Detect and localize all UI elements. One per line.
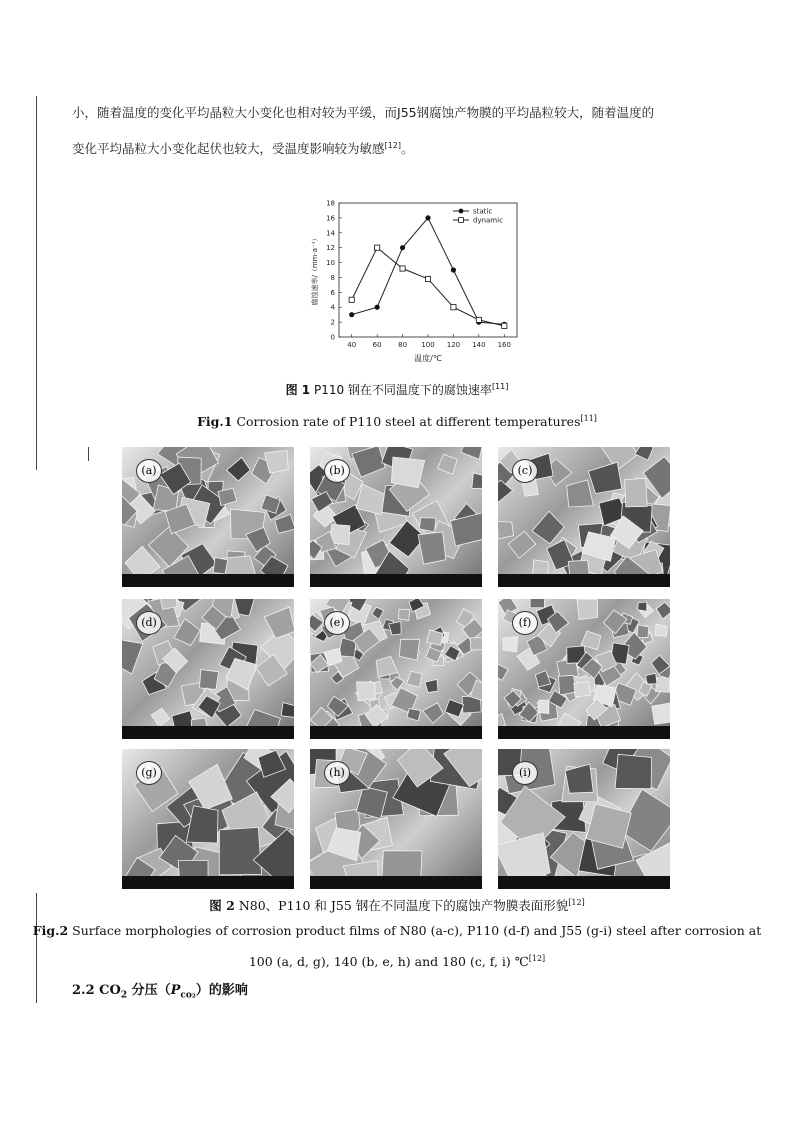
data-point-dynamic	[400, 266, 405, 271]
crystal-facet	[538, 700, 549, 714]
panel-label: (c)	[512, 459, 538, 483]
crystal-facet	[391, 457, 424, 488]
micrograph-info-bar	[122, 726, 294, 739]
legend-marker-dynamic	[459, 218, 464, 223]
panel-label: (g)	[136, 761, 162, 785]
micrograph-a	[122, 447, 294, 587]
crystal-facet	[151, 708, 170, 727]
y-tick-label: 10	[326, 259, 335, 268]
panel-label: (f)	[512, 611, 538, 635]
micrograph-info-bar	[122, 876, 294, 889]
crystal-facet	[567, 480, 594, 507]
y-tick-label: 0	[330, 333, 335, 342]
y-tick-label: 4	[330, 303, 335, 312]
crystal-facet	[399, 639, 419, 660]
series-line-static	[352, 218, 505, 324]
panel-label: (d)	[136, 611, 162, 635]
crystal-facet	[372, 607, 384, 619]
micrograph-d	[122, 599, 294, 739]
y-tick-label: 16	[326, 214, 335, 223]
micrograph-info-bar	[498, 726, 670, 739]
x-tick-label: 100	[421, 341, 435, 349]
crystal-facet	[498, 522, 514, 539]
crystal-facet	[200, 670, 219, 690]
citation: [12]	[384, 141, 401, 150]
crystal-facet	[656, 602, 670, 619]
crystal-facet	[418, 532, 446, 564]
crystal-facet	[574, 681, 591, 697]
y-tick-label: 2	[330, 318, 335, 327]
crystal-facet	[470, 638, 482, 651]
paragraph-line-1: 小，随着温度的变化平均晶粒大小变化也相对较为平缓，而J55钢腐蚀产物膜的平均晶粒较大，随着温度的	[72, 105, 655, 120]
y-axis-label: 腐蚀速率/（mm·a⁻¹）	[311, 234, 319, 306]
crystal-facet	[407, 709, 421, 722]
crystal-facet	[625, 478, 648, 507]
data-point-dynamic	[451, 305, 456, 310]
figure1-caption-cn: 图 1 P110 钢在不同温度下的腐蚀速率[11]	[285, 382, 509, 397]
crystal-facet	[419, 518, 436, 532]
micrograph-info-bar	[122, 574, 294, 587]
micrograph-e	[310, 599, 482, 739]
sem-micrograph-grid	[122, 447, 670, 887]
x-tick-label: 160	[497, 341, 511, 349]
data-point-dynamic	[502, 323, 507, 328]
figure2-caption-en-line2: 100 (a, d, g), 140 (b, e, h) and 180 (c, f, i) ℃[12]	[248, 954, 546, 970]
crystal-facet	[652, 703, 670, 725]
margin-tick	[88, 447, 89, 461]
crystal-facet	[423, 703, 444, 723]
micrograph-g	[122, 749, 294, 889]
crystal-facet	[427, 630, 443, 645]
y-tick-label: 8	[330, 273, 335, 282]
body-paragraph	[72, 96, 752, 165]
micrograph-f	[498, 599, 670, 739]
crystal-facet	[461, 447, 482, 459]
x-tick-label: 120	[446, 341, 461, 349]
x-tick-label: 60	[372, 341, 382, 349]
paragraph-line-2: 变化平均晶粒大小变化起伏也较大，受温度影响较为敏感[12]。	[72, 141, 414, 157]
crystal-facet	[213, 558, 228, 575]
crystal-facet	[398, 609, 409, 620]
micrograph-info-bar	[498, 574, 670, 587]
data-point-static	[349, 312, 354, 317]
micrograph-info-bar	[310, 574, 482, 587]
figure2-caption-en-line1: Fig.2 Surface morphologies of corrosion product films of N80 (a-c), P110 (d-f) and J55 (g-i) steel after corrosion at	[32, 923, 762, 938]
crystal-facet	[615, 754, 652, 788]
panel-label: (a)	[136, 459, 162, 483]
crystal-facet	[389, 622, 402, 636]
crystal-facet	[219, 827, 261, 874]
series-line-dynamic	[352, 248, 505, 326]
crystal-facet	[437, 454, 457, 474]
crystal-facet	[122, 639, 143, 674]
micrograph-info-bar	[498, 876, 670, 889]
x-tick-label: 80	[398, 341, 408, 349]
data-point-dynamic	[349, 297, 354, 302]
figure1-caption-en: Fig.1 Corrosion rate of P110 steel at different temperatures[11]	[197, 414, 597, 430]
micrograph-h	[310, 749, 482, 889]
micrograph-b	[310, 447, 482, 587]
crystal-facet	[530, 599, 545, 608]
crystal-facet	[588, 462, 622, 493]
data-point-static	[425, 215, 430, 220]
x-tick-label: 40	[347, 341, 357, 349]
crystal-facet	[535, 671, 551, 687]
panel-label: (b)	[324, 459, 350, 483]
panel-label: (e)	[324, 611, 350, 635]
figure2-caption-cn: 图 2 N80、P110 和 J55 钢在不同温度下的腐蚀产物膜表面形貌[12]	[209, 897, 585, 913]
micrograph-c	[498, 447, 670, 587]
panel-label: (h)	[324, 761, 350, 785]
data-point-static	[400, 245, 405, 250]
crystal-facet	[498, 664, 508, 681]
data-point-dynamic	[375, 245, 380, 250]
data-point-static	[375, 305, 380, 310]
crystal-facet	[357, 682, 376, 701]
y-tick-label: 18	[326, 199, 335, 208]
crystal-facet	[264, 607, 294, 638]
crystal-facet	[532, 511, 564, 543]
crystal-facet	[656, 678, 670, 693]
crystal-facet	[281, 703, 294, 718]
data-point-dynamic	[425, 276, 430, 281]
crystal-facet	[407, 671, 422, 687]
legend-marker-static	[459, 209, 464, 214]
crystal-facet	[275, 514, 294, 533]
crystal-facet	[638, 602, 647, 611]
legend-label-dynamic: dynamic	[473, 216, 503, 225]
corrosion-rate-chart	[305, 195, 525, 367]
micrograph-info-bar	[310, 726, 482, 739]
data-point-dynamic	[476, 317, 481, 322]
y-tick-label: 6	[330, 288, 335, 297]
crystal-facet	[635, 447, 654, 460]
crystal-facet	[503, 637, 518, 652]
panel-label: (i)	[512, 761, 538, 785]
x-axis-label: 温度/℃	[414, 354, 442, 363]
micrograph-i	[498, 749, 670, 889]
data-point-static	[451, 267, 456, 272]
crystal-facet	[218, 488, 237, 505]
crystal-facet	[577, 600, 598, 620]
crystal-facet	[472, 473, 482, 488]
y-tick-label: 14	[326, 229, 335, 238]
x-tick-label: 140	[472, 341, 486, 349]
crystal-facet	[425, 679, 438, 692]
crystal-facet	[227, 457, 251, 481]
y-tick-label: 12	[326, 244, 335, 253]
micrograph-info-bar	[310, 876, 482, 889]
section-heading: 2.2 $CO_2$ 分压$(P_{co_2})$的影响	[72, 983, 248, 1001]
crystal-facet	[637, 625, 649, 638]
legend-label-static: static	[473, 207, 493, 216]
crystal-facet	[655, 624, 667, 636]
chart-svg	[305, 195, 525, 367]
